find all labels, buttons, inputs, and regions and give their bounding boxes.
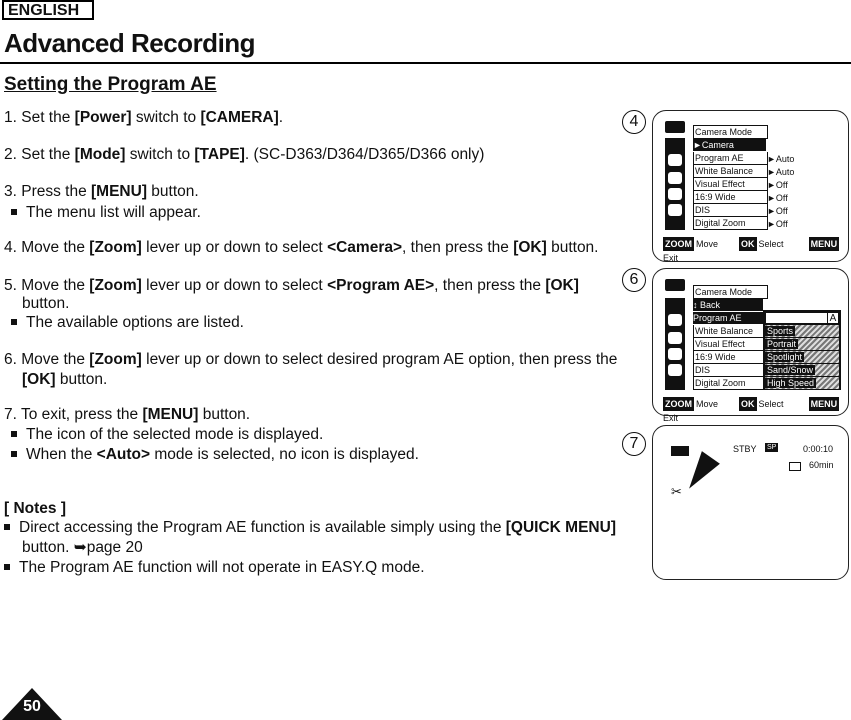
camera-settings-icon: [668, 332, 682, 344]
step-6-cont: [OK] button.: [22, 371, 108, 388]
camera-settings-icon: [668, 172, 682, 184]
sp-badge: SP: [767, 444, 777, 451]
menu-item-program-ae[interactable]: Program AE: [693, 152, 768, 165]
program-ae-mode-icon: ✂: [671, 484, 682, 499]
menu-icon-column: [665, 138, 685, 230]
menu-item-visual-effect[interactable]: Visual Effect: [693, 178, 768, 191]
note-1: Direct accessing the Program AE function is available simply using the [QUICK MENU]: [0, 518, 616, 538]
menu-item-16-9-wide[interactable]: 16:9 Wide: [693, 191, 768, 204]
menu-value: ►Off: [767, 193, 788, 203]
tape-remaining-icon: [789, 462, 801, 471]
lcd-screen-step-6: [652, 268, 849, 423]
tape-icon: [668, 348, 682, 360]
option-sports[interactable]: Sports: [765, 325, 839, 337]
program-ae-icon: [668, 154, 682, 166]
zoom-key: ZOOM: [665, 239, 692, 249]
option-auto[interactable]: Auto: [765, 312, 839, 324]
tape-remaining: 60min: [809, 460, 834, 470]
step-5-bullet: The available options are listed.: [4, 313, 244, 333]
gear-icon: [668, 204, 682, 216]
step-7-bullet-1: The icon of the selected mode is displayed.: [4, 425, 323, 445]
footer-exit-label: Exit: [663, 253, 679, 263]
footer-move-label: Move: [696, 239, 719, 249]
menu-item-white-balance[interactable]: White Balance: [693, 165, 768, 178]
footer-select-label: Select: [758, 399, 784, 409]
footer-move-label: Move: [696, 399, 719, 409]
note-2: The Program AE function will not operate in EASY.Q mode.: [0, 558, 425, 578]
step-5-cont: button.: [22, 295, 70, 312]
menu-value: ►Off: [767, 219, 788, 229]
step-3-bullet: The menu list will appear.: [4, 203, 201, 223]
program-ae-icon: [668, 314, 682, 326]
menu-title: Camera Mode: [693, 285, 768, 299]
menu-icon-column: [665, 298, 685, 390]
lcd-footer: [663, 397, 842, 423]
menu-back[interactable]: ↕ Back: [693, 299, 763, 311]
step-3: 3. Press the [MENU] button.: [4, 183, 199, 200]
step-marker-4: 4: [622, 110, 646, 134]
option-portrait[interactable]: Portrait: [765, 338, 839, 350]
menu-key: MENU: [810, 239, 838, 249]
page-title: Advanced Recording: [4, 28, 256, 58]
notes-heading: [ Notes ]: [4, 500, 66, 517]
step-marker-6: 6: [622, 268, 646, 292]
step-4: 4. Move the [Zoom] lever up or down to select <Camera>, then press the [OK] button.: [4, 239, 599, 256]
note-1-cont: button. ➥page 20: [22, 539, 143, 556]
stby-status: STBY: [733, 444, 757, 454]
menu-item-digital-zoom[interactable]: Digital Zoom: [693, 377, 764, 390]
menu-item-16-9-wide[interactable]: 16:9 Wide: [693, 351, 764, 364]
menu-item-dis[interactable]: DIS: [693, 204, 768, 217]
ok-key: OK: [741, 399, 755, 409]
menu-value: ►Auto: [767, 167, 795, 177]
page-number: 50: [23, 698, 41, 715]
step-6: 6. Move the [Zoom] lever up or down to select desired program AE option, then press the: [4, 351, 618, 368]
pointer-arrow: [680, 451, 720, 495]
option-sand-snow[interactable]: Sand/Snow: [765, 364, 839, 376]
program-ae-options: [763, 310, 841, 390]
menu-item-digital-zoom[interactable]: Digital Zoom: [693, 217, 768, 230]
gear-icon: [668, 364, 682, 376]
step-2: 2. Set the [Mode] switch to [TAPE]. (SC-D363/D364/D365/D366 only): [4, 146, 485, 163]
menu-selected-program-ae[interactable]: Program AE: [693, 312, 763, 324]
time-counter: 0:00:10: [803, 444, 834, 454]
footer-select-label: Select: [758, 239, 784, 249]
menu-title: Camera Mode: [693, 125, 768, 139]
step-5: 5. Move the [Zoom] lever up or down to select <Program AE>, then press the [OK]: [4, 277, 579, 294]
menu-value: ►Off: [767, 180, 788, 190]
lcd-footer: [663, 237, 842, 263]
step-1: 1. Set the [Power] switch to [CAMERA].: [4, 109, 284, 126]
step-7: 7. To exit, press the [MENU] button.: [4, 406, 251, 423]
lcd-screen-step-4: [652, 110, 849, 262]
menu-value: ►Auto: [767, 154, 795, 164]
option-high-speed[interactable]: High Speed: [765, 377, 839, 389]
menu-value: ►Off: [767, 206, 788, 216]
camera-icon: [665, 121, 685, 133]
menu-key: MENU: [810, 399, 838, 409]
menu-item-white-balance[interactable]: White Balance: [693, 325, 764, 338]
camera-icon: [665, 279, 685, 291]
menu-item-visual-effect[interactable]: Visual Effect: [693, 338, 764, 351]
battery-icon: [671, 446, 689, 456]
auto-mode-icon: A: [827, 312, 839, 324]
menu-selected-camera[interactable]: ►Camera: [693, 139, 766, 151]
zoom-key: ZOOM: [665, 399, 692, 409]
language-badge: ENGLISH: [2, 0, 94, 20]
section-title: Setting the Program AE: [4, 74, 217, 95]
menu-item-dis[interactable]: DIS: [693, 364, 764, 377]
ok-key: OK: [741, 239, 755, 249]
tape-icon: [668, 188, 682, 200]
step-7-bullet-2: When the <Auto> mode is selected, no icon is displayed.: [4, 445, 419, 465]
option-spotlight[interactable]: Spotlight: [765, 351, 839, 363]
step-marker-7: 7: [622, 432, 646, 456]
title-divider: [0, 62, 851, 64]
footer-exit-label: Exit: [663, 413, 679, 423]
lcd-screen-step-7: [652, 425, 849, 580]
